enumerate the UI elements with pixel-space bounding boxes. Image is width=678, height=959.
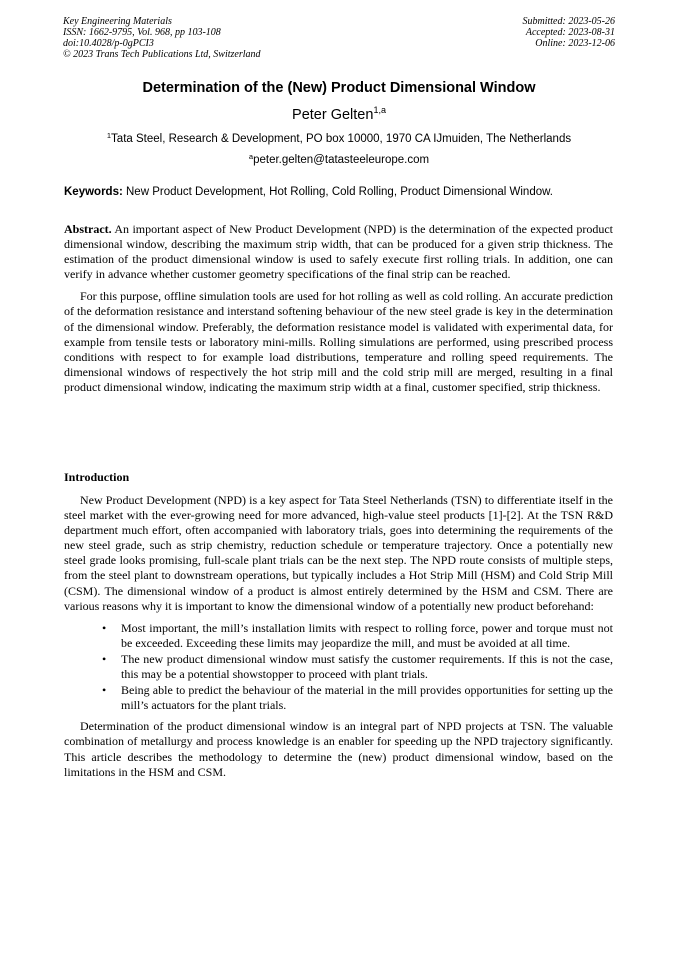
journal-name: Key Engineering Materials (63, 16, 172, 27)
introduction-paragraph-2: Determination of the product dimensional window is an integral part of NPD projects at TSN. The valuable combination of metallurgy and process knowledge is an enabler for speeding up the NPD trajectory significantly. This article describes the methodology to determine the (new) product dimensional window, based on the limitations in the HSM and CSM. (64, 719, 613, 779)
abstract (64, 222, 613, 395)
introduction-heading: Introduction (64, 470, 130, 484)
abstract-paragraph-2: For this purpose, offline simulation tools are used for hot rolling as well as cold rolling. An accurate prediction of the deformation resistance and interstand softening behaviour of the new steel grade is key in the determination of the dimensional window. Preferably, the deformation resistance model is validated with experimental data, for example from tensile tests or laboratory mini-mills. Rolling simulations are performed, using prescribed process conditions with respect to for example load distributions, temperature and rolling speed requirements. The dimensional windows of respectively the hot strip mill and the cold strip mill are merged, resulting in a final product dimensional window, indicating the maximum strip width at a final, customer specified, strip thickness. (64, 289, 613, 394)
paper-title: Determination of the (New) Product Dimensional Window (142, 80, 536, 96)
accepted-date: Accepted: 2023-08-31 (525, 27, 615, 38)
email-line (0, 152, 678, 166)
keywords-label: Keywords: (64, 186, 123, 198)
email-sup: a (248, 152, 254, 161)
journal-info (63, 16, 261, 60)
author-name: Peter Gelten (292, 107, 374, 123)
reasons-list (64, 621, 613, 714)
author-sup: 1,a (373, 105, 386, 115)
abstract-label: Abstract. (64, 222, 112, 236)
abstract-p1-text: An important aspect of New Product Development (NPD) is the determination of the expected product dimensional window, describing the maximum strip width, that can be produced for a given strip thickness. The estimation of the product dimensional window is used to safely execute first rolling trials. In addition, one can verify in advance whether customer geometry specifications of the final strip can be reached. (64, 222, 613, 282)
introduction-paragraph-1: New Product Development (NPD) is a key aspect for Tata Steel Netherlands (TSN) to differentiate itself in the steel market with the ever-growing need for more advanced, high-value steel products [1]-[2]. At the TSN R&D department much effort, often accompanied with laboratory trials, goes into determining the requirements of the new steel grade, such as strip chemistry, reduction schedule or temperature trajectory. Once a potentially new steel grade looks promising, full-scale plant trials can be the next step. The NPD route consists of multiple steps, from the steel plant to downstream operations, but typically includes a Hot Strip Mill (HSM) and Cold Strip Mill (CSM). The dimensional window of a product is almost entirely determined by the HSM and CSM. There are various reasons why it is important to know the dimensional window of a potentially new product beforehand: (64, 493, 613, 613)
issn-line: ISSN: 1662-9795, Vol. 968, pp 103-108 (63, 27, 221, 38)
affiliation-sup: 1 (106, 131, 112, 140)
keywords-text: New Product Development, Hot Rolling, Cold Rolling, Product Dimensional Window. (126, 186, 553, 198)
abstract-paragraph-1 (64, 222, 613, 282)
author-line (0, 105, 678, 123)
submitted-date: Submitted: 2023-05-26 (522, 16, 615, 27)
keywords (64, 186, 616, 198)
copyright-line: © 2023 Trans Tech Publications Ltd, Switzerland (63, 49, 261, 60)
list-item: • Being able to predict the behaviour of the material in the mill provides opportunities for setting up the mill’s actuators for the plant trials. (121, 683, 613, 713)
affiliation-text: Tata Steel, Research & Development, PO box 10000, 1970 CA IJmuiden, The Netherlands (111, 133, 572, 145)
doi-link[interactable]: doi:10.4028/p-0gPCI3 (63, 38, 154, 49)
list-item: • Most important, the mill’s installation limits with respect to rolling force, power and torque must not be exceeded. Exceeding these limits may jeopardize the mill, and must be avoided at all time. (121, 621, 613, 651)
affiliation-line (0, 131, 678, 145)
email-link[interactable]: peter.gelten@tatasteeleurope.com (253, 154, 430, 166)
introduction (64, 493, 613, 780)
online-date: Online: 2023-12-06 (535, 38, 615, 49)
dates-info (523, 16, 616, 49)
list-item: • The new product dimensional window must satisfy the customer requirements. If this is not the case, this may be a potential showstopper to proceed with plant trials. (121, 652, 613, 682)
